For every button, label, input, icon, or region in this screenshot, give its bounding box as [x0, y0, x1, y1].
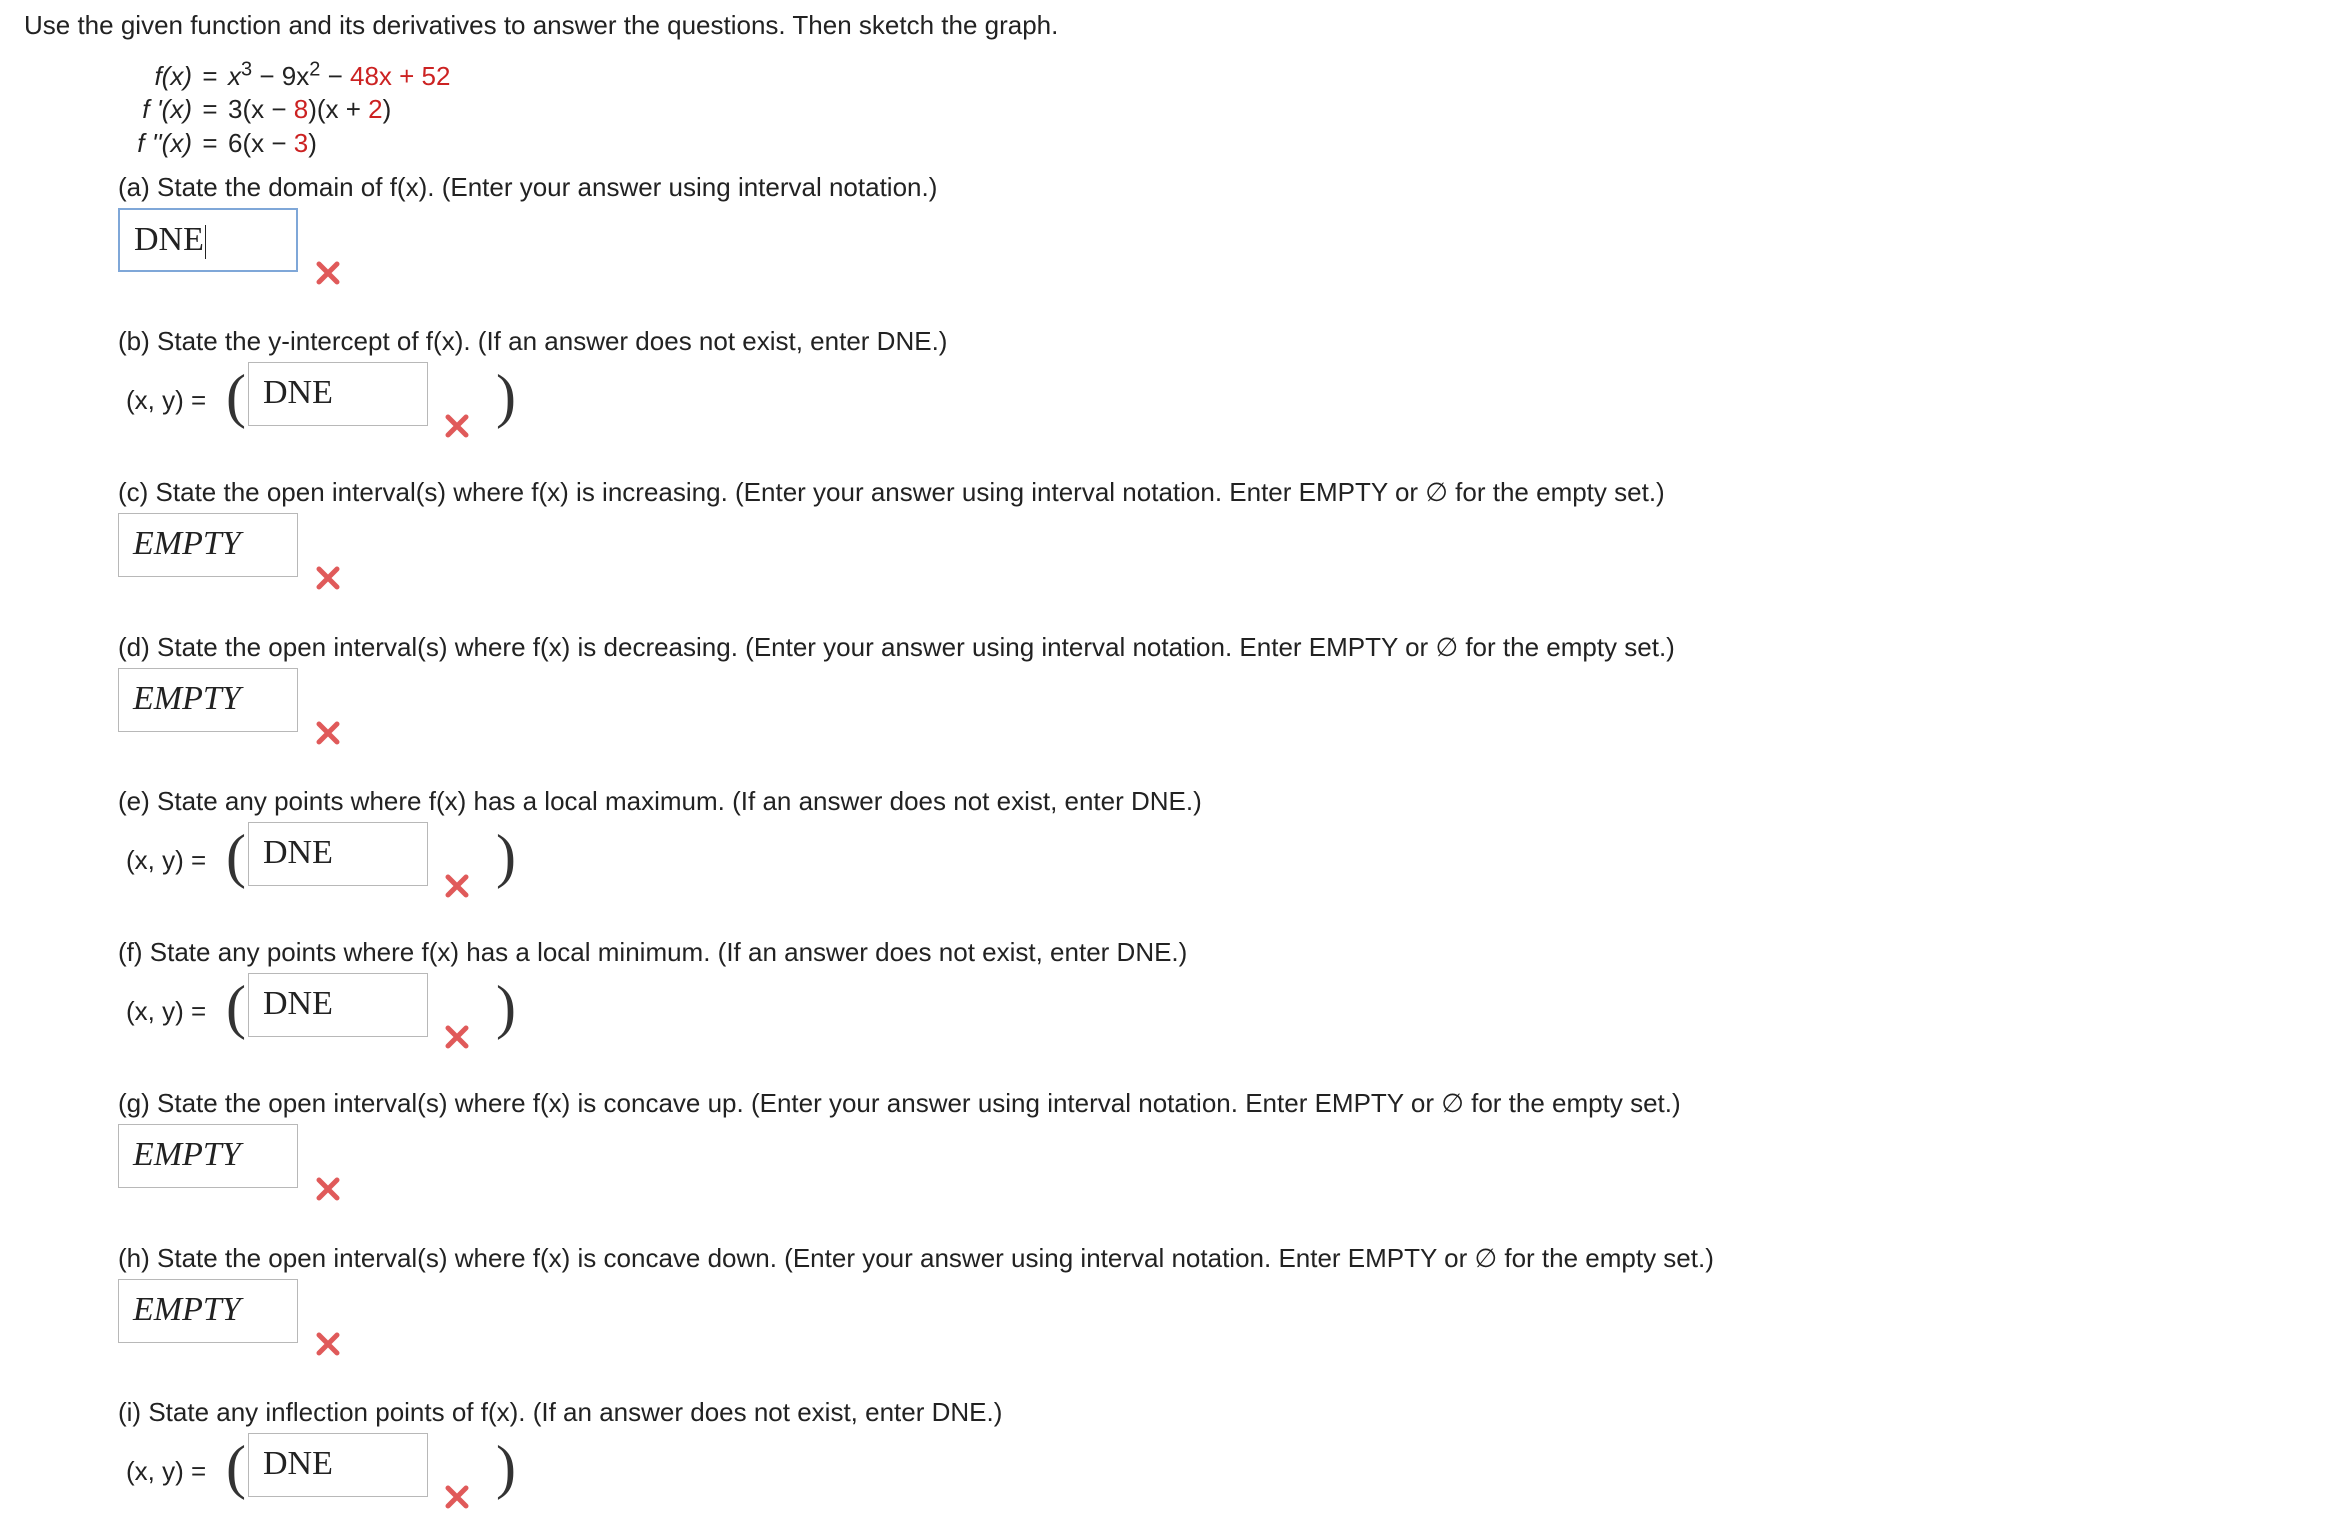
- question-f-text: (f) State any points where f(x) has a local minimum. (If an answer does not exist, enter DNE.): [118, 937, 1188, 967]
- x-mark-icon: [315, 565, 341, 591]
- question-c-text: (c) State the open interval(s) where f(x) is increasing. (Enter your answer using interval notation. Enter EMPTY or ∅ for the empty set.): [118, 477, 1665, 507]
- question-i-text: (i) State any inflection points of f(x). (If an answer does not exist, enter DNE.): [118, 1397, 1003, 1427]
- answer-a-input[interactable]: DNE: [118, 208, 298, 272]
- xy-label: (x, y) =: [126, 1456, 207, 1486]
- x-mark-icon: [315, 1331, 341, 1357]
- equation-fdoubleprime-lhs: f ''(x): [137, 128, 192, 158]
- instructions: Use the given function and its derivatives to answer the questions. Then sketch the graph.: [24, 10, 1059, 40]
- question-d-text: (d) State the open interval(s) where f(x) is decreasing. (Enter your answer using interval notation. Enter EMPTY or ∅ for the empty set.): [118, 632, 1675, 662]
- question-g-text: (g) State the open interval(s) where f(x) is concave up. (Enter your answer using interval notation. Enter EMPTY or ∅ for the empty set.): [118, 1088, 1681, 1118]
- xy-label: (x, y) =: [126, 996, 207, 1026]
- x-mark-icon: [315, 1176, 341, 1202]
- answer-h-input[interactable]: EMPTY: [118, 1279, 298, 1343]
- equation-fdoubleprime: f ''(x) = 6(x − 3): [120, 128, 317, 159]
- answer-e-input[interactable]: DNE: [248, 822, 428, 886]
- equation-f-rhs: $x^3 - 9x^2 - 48x + 52$: [228, 58, 451, 91]
- open-paren: (: [226, 823, 246, 889]
- answer-d-input[interactable]: EMPTY: [118, 668, 298, 732]
- x-mark-icon: [444, 1484, 470, 1510]
- question-h-text: (h) State the open interval(s) where f(x) is concave down. (Enter your answer using interval notation. Enter EMPTY or ∅ for the empty set.): [118, 1243, 1714, 1273]
- answer-g-input[interactable]: EMPTY: [118, 1124, 298, 1188]
- equation-fprime-lhs: f '(x): [142, 94, 192, 124]
- open-paren: (: [226, 363, 246, 429]
- open-paren: (: [226, 1434, 246, 1500]
- close-paren: ): [496, 974, 516, 1040]
- equation-fdoubleprime-rhs: 6(x − 3): [228, 128, 317, 158]
- answer-b-input[interactable]: DNE: [248, 362, 428, 426]
- answer-i-input[interactable]: DNE: [248, 1433, 428, 1497]
- x-mark-icon: [444, 1024, 470, 1050]
- equation-f: $f(x) = x^3 - 9x^2 - 48x + 52$: [120, 58, 450, 92]
- x-mark-icon: [315, 720, 341, 746]
- question-e-text: (e) State any points where f(x) has a local maximum. (If an answer does not exist, enter DNE.): [118, 786, 1202, 816]
- answer-c-input[interactable]: EMPTY: [118, 513, 298, 577]
- close-paren: ): [496, 1434, 516, 1500]
- equation-fprime-rhs: 3(x − 8)(x + 2): [228, 94, 392, 124]
- close-paren: ): [496, 363, 516, 429]
- close-paren: ): [496, 823, 516, 889]
- question-a-text: (a) State the domain of f(x). (Enter your answer using interval notation.): [118, 172, 938, 202]
- equation-fprime: f '(x) = 3(x − 8)(x + 2): [120, 94, 391, 125]
- x-mark-icon: [315, 260, 341, 286]
- x-mark-icon: [444, 413, 470, 439]
- question-b-text: (b) State the y-intercept of f(x). (If an answer does not exist, enter DNE.): [118, 326, 948, 356]
- answer-f-input[interactable]: DNE: [248, 973, 428, 1037]
- open-paren: (: [226, 974, 246, 1040]
- equation-f-lhs: f(x): [154, 60, 192, 91]
- xy-label: (x, y) =: [126, 845, 207, 875]
- xy-label: (x, y) =: [126, 385, 207, 415]
- text-cursor: [205, 225, 206, 259]
- x-mark-icon: [444, 873, 470, 899]
